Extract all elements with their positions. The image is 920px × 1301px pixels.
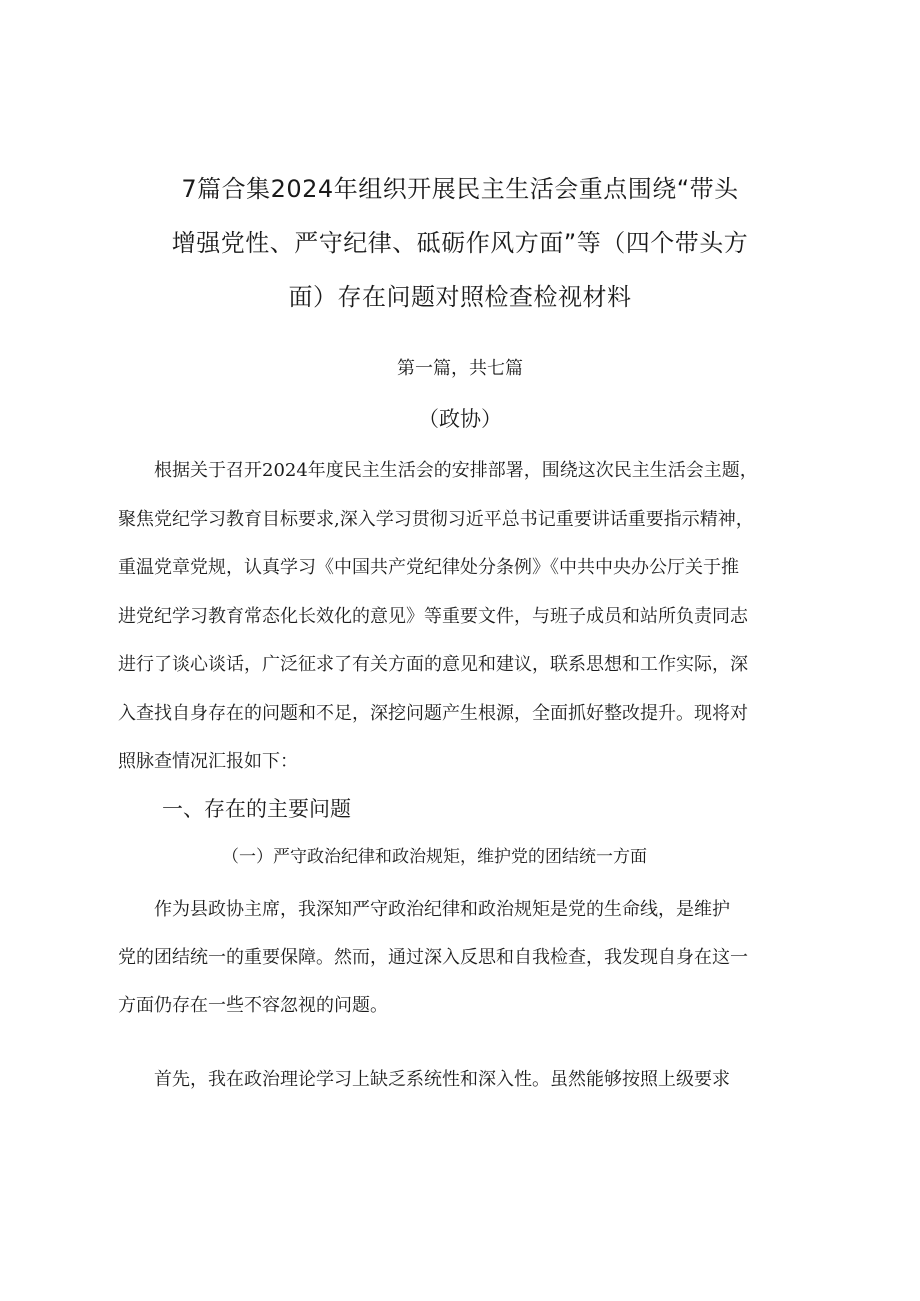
paragraph-line: 方面仍存在一些不容忽视的问题。 [118, 995, 388, 1016]
paragraph-line: 照脉查情况汇报如下： [118, 751, 298, 772]
paragraph-line: 根据关于召开2024年度民主生活会的安排部署，围绕这次民主生活会主题， [118, 460, 758, 481]
paragraph-line: 重温党章党规，认真学习《中国共产党纪律处分条例》《中共中央办公厅关于推 [118, 557, 739, 578]
title-line: 7篇合集2024年组织开展民主生活会重点围绕“带头 [181, 175, 739, 203]
section-heading: 一、存在的主要问题 [162, 797, 351, 821]
intro-paragraph [118, 447, 818, 787]
paragraph-line: 入查找自身存在的问题和不足，深挖问题产生根源，全面抓好整改提升。现将对 [118, 702, 748, 724]
paragraph-line: 党的团结统一的重要保障。然而，通过深入反思和自我检查，我发现自身在这一 [118, 947, 748, 968]
title-line: 面）存在问题对照检查检视材料 [288, 283, 632, 311]
body-paragraph [118, 886, 818, 1030]
paragraph-line: 作为县政协主席，我深知严守政治纪律和政治规矩是党的生命线，是维护 [118, 899, 730, 920]
subsection-heading: （一）严守政治纪律和政治规矩，维护党的团结统一方面 [222, 847, 647, 867]
document-subtitle: 第一篇，共七篇 [397, 358, 523, 379]
paragraph-line: 进党纪学习教育常态化长效化的意见》等重要文件，与班子成员和站所负责同志 [118, 605, 748, 627]
paragraph-line: 聚焦党纪学习教育目标要求,深入学习贯彻习近平总书记重要讲话重要指示精神， [118, 508, 754, 530]
paragraph-line: 首先，我在政治理论学习上缺乏系统性和深入性。虽然能够按照上级要求 [118, 1069, 730, 1090]
paragraph-line: 进行了谈心谈话，广泛征求了有关方面的意见和建议，联系思想和工作实际，深 [118, 654, 748, 675]
organization-label: （政协） [418, 407, 502, 431]
document-title [100, 162, 820, 324]
title-line: 增强党性、严守纪律、砥砺作风方面”等（四个带头方 [171, 229, 749, 257]
body-paragraph [118, 1056, 818, 1105]
